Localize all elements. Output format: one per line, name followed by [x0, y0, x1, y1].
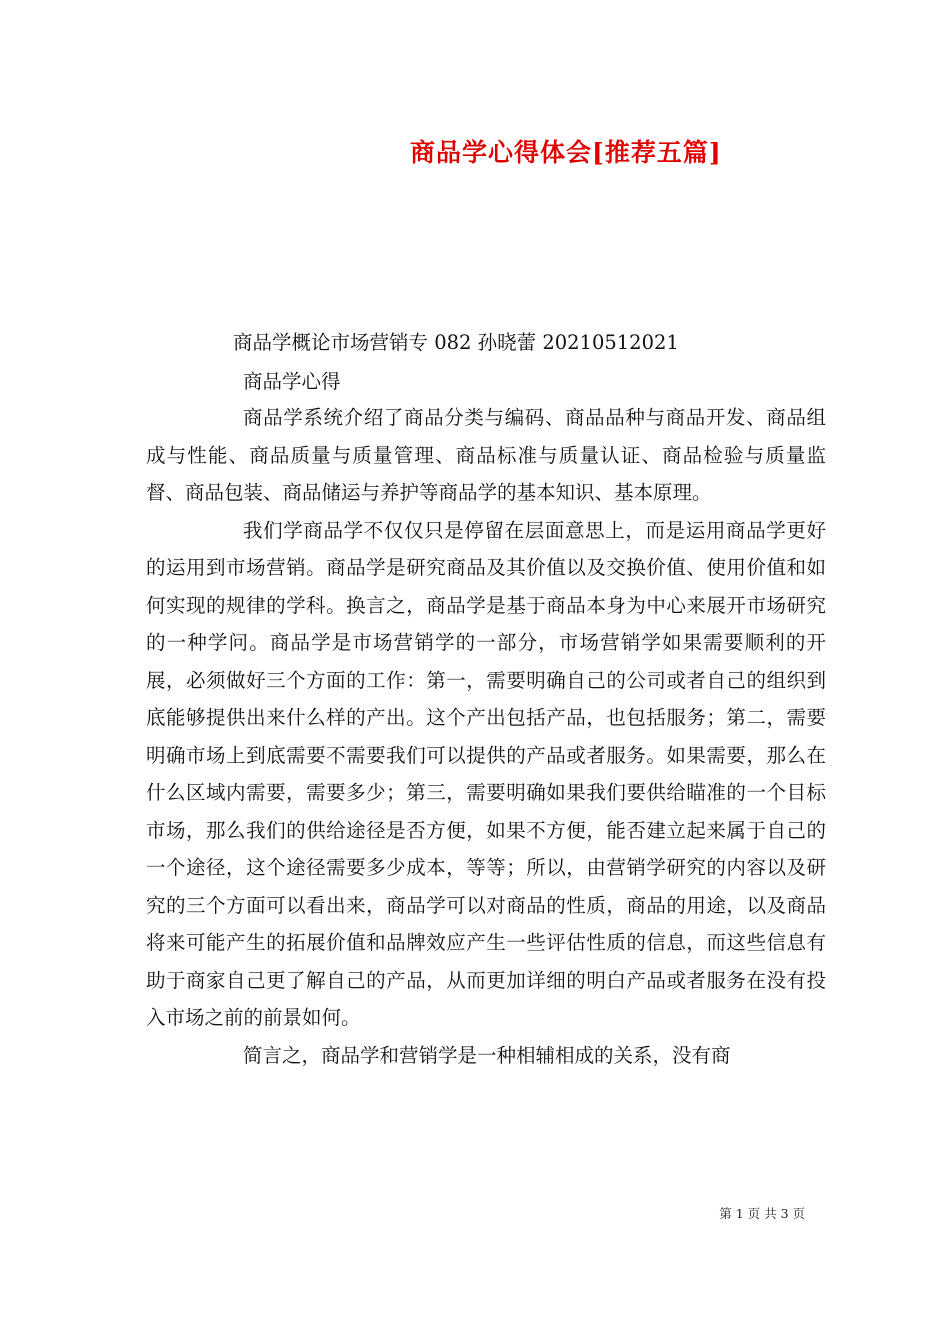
paragraph-2: 我们学商品学不仅仅只是停留在层面意思上，而是运用商品学更好的运用到市场营销。商品学是研究商品及其价值以及交换价值、使用价值和如何实现的规律的学科。换言之，商品学是基于商品本身为中心来展开市场研究的一种学问。商品学是市场营销学的一部分，市场营销学如果需要顺利的开展，必须做好三个方面的工作：第一，需要明确自己的公司或者自己的组织到底能够提供出来什么样的产出。这个产出包括产品，也包括服务；第二，需要明确市场上到底需要不需要我们可以提供的产品或者服务。如果需要，那么在什么区域内需要，需要多少；第三，需要明确如果我们要供给瞄准的一个目标市场，那么我们的供给途径是否方便，如果不方便，能否建立起来属于自己的一个途径，这个途径需要多少成本，等等；所以，由营销学研究的内容以及研究的三个方面可以看出来，商品学可以对商品的性质，商品的用途，以及商品将来可能产生的拓展价值和品牌效应产生一些评估性质的信息，而这些信息有助于商家自己更了解自己的产品，从而更加详细的明白产品或者服务在没有投入市场之前的前景如何。 — [146, 518, 826, 1029]
paragraph-3: 简言之，商品学和营销学是一种相辅相成的关系，没有商 — [243, 1043, 731, 1067]
paragraph-1: 商品学系统介绍了商品分类与编码、商品品种与商品开发、商品组成与性能、商品质量与质量管理、商品标准与质量认证、商品检验与质量监督、商品包装、商品储运与养护等商品学的基本知识、基本原理。 — [146, 406, 826, 504]
page-number-footer: 第 1 页 共 3 页 — [719, 1206, 805, 1221]
body-text — [146, 399, 826, 1074]
section-subheading: 商品学心得 — [243, 370, 341, 393]
document-title: 商品学心得体会[推荐五篇] — [410, 138, 722, 167]
author-meta-line: 商品学概论市场营销专 082 孙晓蕾 20210512021 — [233, 331, 679, 354]
